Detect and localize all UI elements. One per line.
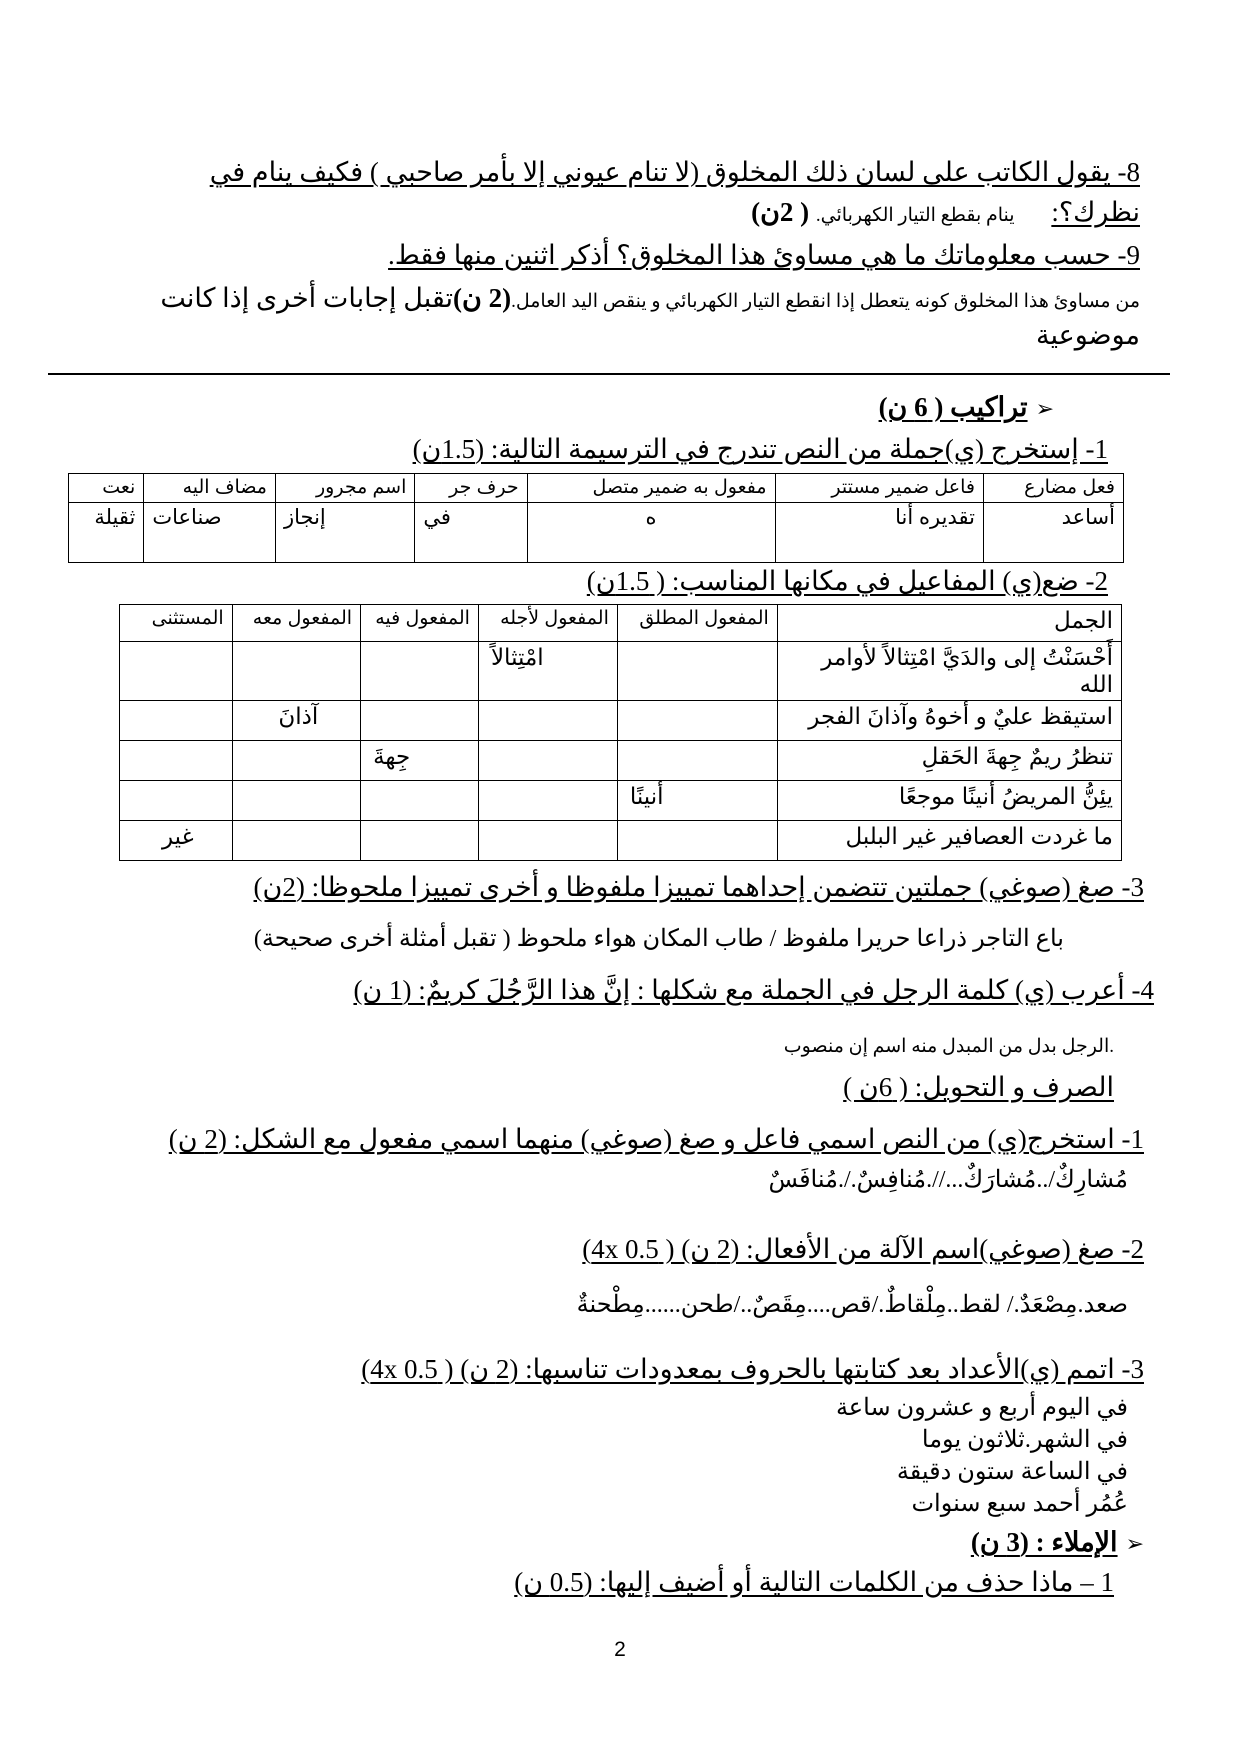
section-divider xyxy=(48,373,1170,375)
q9-question: 9- حسب معلوماتك ما هي مساوئ هذا المخلوق؟ أذكر اثنين منها فقط. xyxy=(388,240,1140,270)
table1-cell: أساعد xyxy=(983,503,1123,563)
table2-cell xyxy=(617,821,777,861)
table2-header: المفعول فيه xyxy=(361,605,479,642)
page-number: 2 xyxy=(614,1638,626,1661)
morphology-q3-answer-3: في الساعة ستون دقيقة xyxy=(896,1459,1128,1485)
syntax-q2: 2- ضع(ي) المفاعيل في مكانها المناسب: ( 1.5ن) xyxy=(586,566,1108,596)
q9-answer: من مساوئ هذا المخلوق كونه يتعطل إذا انقطع التيار الكهربائي و ينقص اليد العامل. xyxy=(511,291,1140,312)
table2-cell: غير xyxy=(120,821,233,861)
table1-cell: ه xyxy=(527,503,775,563)
table2-cell xyxy=(361,701,479,741)
syntax-table-2 xyxy=(119,604,1122,861)
syntax-heading xyxy=(60,390,1054,427)
table2-cell: امْتِثالاً xyxy=(478,642,617,701)
table2-sentence: استيقظ عليٌ و أخوهُ وآذانَ الفجر xyxy=(777,701,1121,741)
table2-header: المفعول معه xyxy=(232,605,360,642)
table2-sentence: ما غردت العصافير غير البلبل xyxy=(777,821,1121,861)
q8-points: ( 2ن) xyxy=(751,197,810,227)
table1-cell: ثقيلة xyxy=(69,503,144,563)
table2-header: المستثنى xyxy=(120,605,233,642)
q9-answer-line xyxy=(60,281,1140,319)
morphology-title: الصرف و التحويل: ( 6ن ) xyxy=(843,1072,1114,1102)
table2-header: الجمل xyxy=(777,605,1121,642)
q8-line1: 8- يقول الكاتب على لسان ذلك المخلوق (لا تنام عيوني إلا بأمر صاحبي ) فكيف ينام في xyxy=(209,157,1140,187)
arrow-bullet-icon: ➢ xyxy=(1035,397,1054,422)
table1-cell: تقديره أنا xyxy=(775,503,983,563)
dictation-title: الإملاء : (3 ن) xyxy=(970,1527,1118,1557)
table2-cell xyxy=(232,821,360,861)
table2-cell xyxy=(232,781,360,821)
table1-header: اسم مجرور xyxy=(275,474,414,503)
table1-header: مضاف اليه xyxy=(144,474,276,503)
morphology-q2-answer: صعد.مِصْعَدٌ./ لقط..مِلْقاطٌ./قص....مِقَصٌ../طحن......مِطْحنةٌ xyxy=(576,1292,1128,1318)
table1-header: فعل مضارع xyxy=(983,474,1123,503)
table-row xyxy=(120,821,1122,861)
morphology-q3: 3- اتمم (ي)الأعداد بعد كتابتها بالحروف بمعدودات تناسبها: (2 ن) ( 4x 0.5) xyxy=(361,1354,1144,1384)
table1-value-row xyxy=(69,503,1124,563)
table2-cell xyxy=(478,701,617,741)
q8-line2-text: نظرك؟: xyxy=(1051,197,1140,227)
table1-header: فاعل ضمير مستتر xyxy=(775,474,983,503)
q8-answer: ينام بقطع التيار الكهربائي. xyxy=(815,205,1015,226)
morphology-q3-answer-1: في اليوم أربع و عشرون ساعة xyxy=(835,1395,1128,1421)
q8-line2 xyxy=(60,195,1140,233)
table1-cell: صناعات xyxy=(144,503,276,563)
table1-header: حرف جر xyxy=(415,474,527,503)
morphology-q3-answer-4: عُمُر أحمد سبع سنوات xyxy=(911,1491,1128,1517)
table2-cell xyxy=(361,642,479,701)
table2-cell xyxy=(617,642,777,701)
q9-points: (2 ن) xyxy=(453,283,512,313)
syntax-table-1 xyxy=(68,473,1124,563)
table2-sentence: يئِنُّ المريضُ أنينًا موجعًا xyxy=(777,781,1121,821)
table2-cell xyxy=(120,642,233,701)
syntax-q1: 1- إستخرج (ي)جملة من النص تندرج في الترسيمة التالية: (1.5ن) xyxy=(412,434,1108,464)
dictation-heading xyxy=(60,1525,1144,1562)
syntax-q4: 4- أعرب (ي) كلمة الرجل في الجملة مع شكلها : إنَّ هذا الرَّجُلَ كريمٌ: (1 ن) xyxy=(353,975,1154,1005)
arrow-bullet-icon: ➢ xyxy=(1125,1532,1144,1557)
table1-cell: إنجاز xyxy=(275,503,414,563)
table-row xyxy=(120,701,1122,741)
table2-cell xyxy=(361,821,479,861)
table-row xyxy=(120,741,1122,781)
syntax-q4-answer: .الرجل بدل من المبدل منه اسم إن منصوب xyxy=(783,1036,1114,1057)
table1-cell: في xyxy=(415,503,527,563)
table1-header-row xyxy=(69,474,1124,503)
morphology-q1: 1- استخرج(ي) من النص اسمي فاعل و صغ (صوغي) منهما اسمي مفعول مع الشكل: (2 ن) xyxy=(168,1124,1144,1154)
table2-cell xyxy=(120,741,233,781)
table2-header: المفعول لأجله xyxy=(478,605,617,642)
table2-cell: جِهةَ xyxy=(361,741,479,781)
table2-header-row xyxy=(120,605,1122,642)
morphology-q3-answer-2: في الشهر.ثلاثون يوما xyxy=(921,1427,1128,1453)
syntax-q3: 3- صغ (صوغي) جملتين تتضمن إحداهما تمييزا ملفوظا و أخرى تمييزا ملحوظا: (2ن) xyxy=(253,872,1144,902)
q9-note2: موضوعية xyxy=(1035,320,1140,350)
morphology-q2: 2- صغ (صوغي)اسم الآلة من الأفعال: (2 ن) ( 4x 0.5) xyxy=(582,1234,1144,1264)
table2-sentence: تنظرُ ريمٌ جِهةَ الحَقلِ xyxy=(777,741,1121,781)
table2-cell xyxy=(120,701,233,741)
table2-cell: آذانَ xyxy=(232,701,360,741)
table2-cell xyxy=(478,741,617,781)
table-row xyxy=(120,781,1122,821)
table2-cell xyxy=(232,741,360,781)
dictation-q1: 1 – ماذا حذف من الكلمات التالية أو أضيف إليها: (0.5 ن) xyxy=(514,1567,1114,1597)
table2-header: المفعول المطلق xyxy=(617,605,777,642)
syntax-q3-answer: باع التاجر ذراعا حريرا ملفوظ / طاب المكان هواء ملحوظ ( تقبل أمثلة أخرى صحيحة) xyxy=(253,926,1064,952)
table2-sentence: أَحْسَنْتُ إلى والدَيَّ امْتِثالاً لأوامر الله xyxy=(777,642,1121,701)
table-row xyxy=(120,642,1122,701)
morphology-q1-answer: مُشارِكٌ/..مُشارَكٌ...//.مُنافِسٌ./.مُنافَسٌ xyxy=(768,1167,1128,1193)
table2-cell xyxy=(617,741,777,781)
table2-cell xyxy=(478,821,617,861)
syntax-title: تراكيب ( 6 ن) xyxy=(878,392,1028,422)
table2-cell xyxy=(617,701,777,741)
table2-cell xyxy=(478,781,617,821)
table2-cell xyxy=(232,642,360,701)
q9-note1: تقبل إجابات أخرى إذا كانت xyxy=(160,283,454,313)
table1-header: نعت xyxy=(69,474,144,503)
table2-cell: أنينًا xyxy=(617,781,777,821)
table1-header: مفعول به ضمير متصل xyxy=(527,474,775,503)
table2-cell xyxy=(120,781,233,821)
table2-cell xyxy=(361,781,479,821)
